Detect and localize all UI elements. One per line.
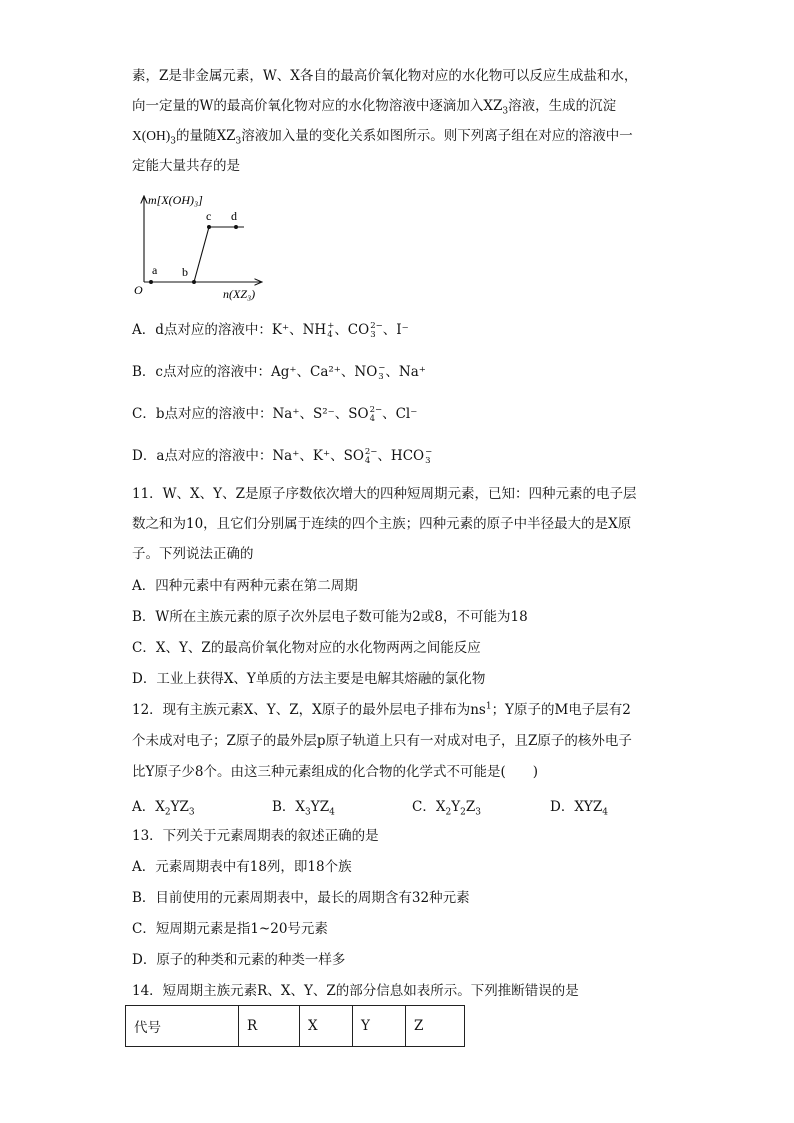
element-info-table [125,1005,465,1047]
q13-option-b: B．目前使用的元素周期表中，最长的周期含有32种元素 [132,890,470,906]
opt-b-end: 、Na⁺ [385,364,426,380]
q10-line-3b: 的量随XZ [175,128,236,144]
sub: 3 [502,106,509,117]
y-axis-label: m[X(OH)₃] [148,193,203,207]
q11-stem-1: 11．W、X、Y、Z是原子序数依次增大的四种短周期元素，已知：四种元素的电子层 [132,486,637,502]
q11-option-c: C．X、Y、Z的最高价氧化物对应的水化物两两之间能反应 [132,640,481,656]
q12-option-c: C．$X_2Y_2Z_3$ [412,799,481,818]
q13-stem: 13．下列关于元素周期表的叙述正确的是 [132,828,379,844]
point-c [207,225,211,229]
opt-d-mid: 、HCO [377,448,425,464]
sub: 3 [170,136,176,147]
opt-a-rest: 、CO [334,322,370,338]
q12-stem-3: 比Y原子少8个。由这三种元素组成的化合物的化学式不可能是( ) [132,764,539,780]
q10-option-b [132,362,426,382]
origin-label: O [134,283,143,297]
q13-option-d: D．原子的种类和元素的种类一样多 [132,952,346,968]
q11-stem-2: 数之和为10，且它们分别属于连续的四个主族；四种元素的原子中半径最大的是X原 [132,516,632,532]
ion-stack: 2− 4 [364,446,378,466]
q10-line-1: 素，Z是非金属元素，W、X各自的最高价氧化物对应的水化物可以反应生成盐和水， [132,68,638,84]
q13-option-c: C．短周期元素是指1~20号元素 [132,921,328,937]
ion-stack: 2− 3 [370,320,383,340]
point-b [192,280,196,284]
opt-a-end: 、I⁻ [382,322,409,338]
q12-option-b: B．$X_3YZ_4$ [272,799,335,818]
q11-option-a: A．四种元素中有两种元素在第二周期 [132,578,358,594]
label-c: c [206,209,212,223]
point-d [234,225,238,229]
q10-line-3c: 溶液加入量的变化关系如图所示。则下列离子组在对应的溶液中一 [241,128,633,144]
label-a: a [152,263,158,277]
precipitate-graph [130,190,290,305]
table-row [126,1006,465,1047]
q10-line-3a: X(OH) [132,128,171,143]
q12-stem-1b: ；Y原子的M电子层有2 [491,702,631,718]
label-d: d [231,209,237,223]
opt-c-text: C．b点对应的溶液中：Na⁺、S²⁻、SO [132,406,369,422]
q10-line-2a: 向一定量的W的最高价氧化物对应的水化物溶液中逐滴加入XZ [132,98,503,114]
q10-line-4: 定能大量共存的是 [132,158,240,174]
q10-option-a [132,320,409,340]
opt-a-text: A．d点对应的溶液中：K⁺、NH [132,322,327,338]
q10-line-2b: 溶液，生成的沉淀 [508,98,617,114]
table-cell: Y [353,1006,406,1047]
ion-stack: − 3 [378,362,386,382]
point-a [149,280,153,284]
q12-stem-1 [132,700,631,720]
q12-stem-2: 个未成对电子；Z原子的最外层p原子轨道上只有一对成对电子，且Z原子的核外电子 [132,733,632,749]
ion-stack: + 4 [327,320,335,340]
q10-option-d [132,446,432,466]
ion-stack: − 3 [425,446,433,466]
q12-option-a: A．$X_2YZ_3$ [132,799,195,818]
table-cell: R [239,1006,300,1047]
table-cell: Z [406,1006,465,1047]
curve [144,227,244,282]
q10-line-2 [132,96,616,116]
q12-stem-1a: 12．现有主族元素X、Y、Z，X原子的最外层电子排布为ns [132,702,486,718]
table-cell: X [300,1006,353,1047]
q11-stem-3: 子。下列说法正确的 [132,546,254,562]
q10-line-3 [132,126,633,146]
x-axis-label: n(XZ₃) [223,287,256,301]
opt-d-text: D．a点对应的溶液中：Na⁺、K⁺、SO [132,448,364,464]
q10-option-c [132,404,417,424]
label-b: b [182,265,188,279]
q14-stem: 14．短周期主族元素R、X、Y、Z的部分信息如表所示。下列推断错误的是 [132,983,579,999]
table-cell: 代号 [126,1006,239,1047]
q11-option-b: B．W所在主族元素的原子次外层电子数可能为2或8，不可能为18 [132,609,528,625]
ion-stack: 2− 4 [369,404,383,424]
opt-b-text: B．c点对应的溶液中：Ag⁺、Ca²⁺、NO [132,364,378,380]
q11-option-d: D．工业上获得X、Y单质的方法主要是电解其熔融的氯化物 [132,671,486,687]
sup: 1 [485,701,492,712]
q12-option-d: D．$XYZ_4$ [550,799,608,818]
q13-option-a: A．元素周期表中有18列，即18个族 [132,859,352,875]
opt-c-end: 、Cl⁻ [382,406,418,422]
sub: 3 [235,136,242,147]
